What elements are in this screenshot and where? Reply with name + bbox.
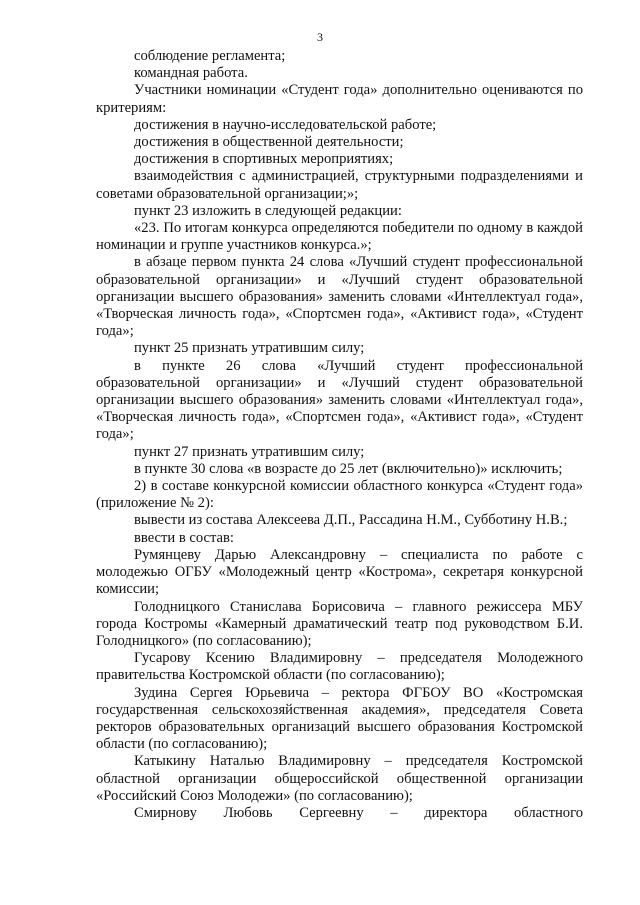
paragraph: «23. По итогам конкурса определяются победители по одному в каждой номинации и группе участников конкурса.»; (96, 220, 583, 254)
paragraph: достижения в научно-исследовательской работе; (134, 116, 437, 133)
paragraph: ввести в состав: (134, 529, 234, 546)
paragraph: достижения в спортивных мероприятиях; (134, 151, 394, 168)
paragraph: Катыкину Наталью Владимировну – председателя Костромской областной организации общероссийской общественной организации «Российский Союз Молодежи» (по согласованию); (96, 753, 583, 804)
page-number: 3 (317, 30, 323, 44)
paragraph: Голодницкого Станислава Борисовича – главного режиссера МБУ города Костромы «Камерный драматический театр под руководством Б.И. Голодницкого» (по согласованию); (96, 598, 583, 649)
paragraph: соблюдение регламента; (134, 48, 286, 64)
paragraph: пункт 27 признать утратившим силу; (134, 443, 365, 460)
paragraph: Смирнову Любовь Сергеевну – директора областного (134, 804, 583, 821)
paragraph: пункт 23 изложить в следующей редакции: (134, 202, 402, 219)
paragraph: взаимодействия с администрацией, структурными подразделениями и советами образовательной организации;»; (96, 168, 583, 202)
paragraph: 2) в составе конкурсной комиссии областного конкурса «Студент года» (приложение № 2): (96, 478, 583, 512)
paragraph: вывести из состава Алексеева Д.П., Рассадина Н.М., Субботину Н.В.; (134, 512, 568, 529)
paragraph: Зудина Сергея Юрьевича – ректора ФГБОУ ВО «Костромская государственная сельскохозяйственная академия», председателя Совета ректоров образовательных организаций высшего образования Костромской области (по согласованию); (96, 684, 583, 753)
paragraph: в пункте 26 слова «Лучший студент профессиональной образовательной организации» и «Лучший студент образовательной организации высшего образования» заменить словами «Интеллектуал года», «Творческая личность года», «Спортсмен года», «Активист года», «Студент года»; (96, 357, 583, 443)
paragraph: Румянцеву Дарью Александровну – специалиста по работе с молодежью ОГБУ «Молодежный центр «Кострома», секретаря конкурсной комиссии; (96, 546, 583, 598)
paragraph: в пункте 30 слова «в возрасте до 25 лет (включительно)» исключить; (134, 460, 563, 477)
paragraph: пункт 25 признать утратившим силу; (134, 340, 365, 357)
paragraph: Гусарову Ксению Владимировну – председателя Молодежного правительства Костромской области (по согласованию); (96, 650, 583, 684)
document-body (96, 48, 583, 822)
paragraph: в абзаце первом пункта 24 слова «Лучший студент профессиональной образовательной организации» и «Лучший студент образовательной организации высшего образования» заменить словами «Интеллектуал года», «Творческая личность года», «Спортсмен года», «Активист года», «Студент года»; (96, 254, 583, 340)
paragraph: Участники номинации «Студент года» дополнительно оцениваются по критериям: (96, 82, 583, 116)
paragraph: командная работа. (134, 65, 248, 82)
paragraph: достижения в общественной деятельности; (134, 134, 404, 151)
